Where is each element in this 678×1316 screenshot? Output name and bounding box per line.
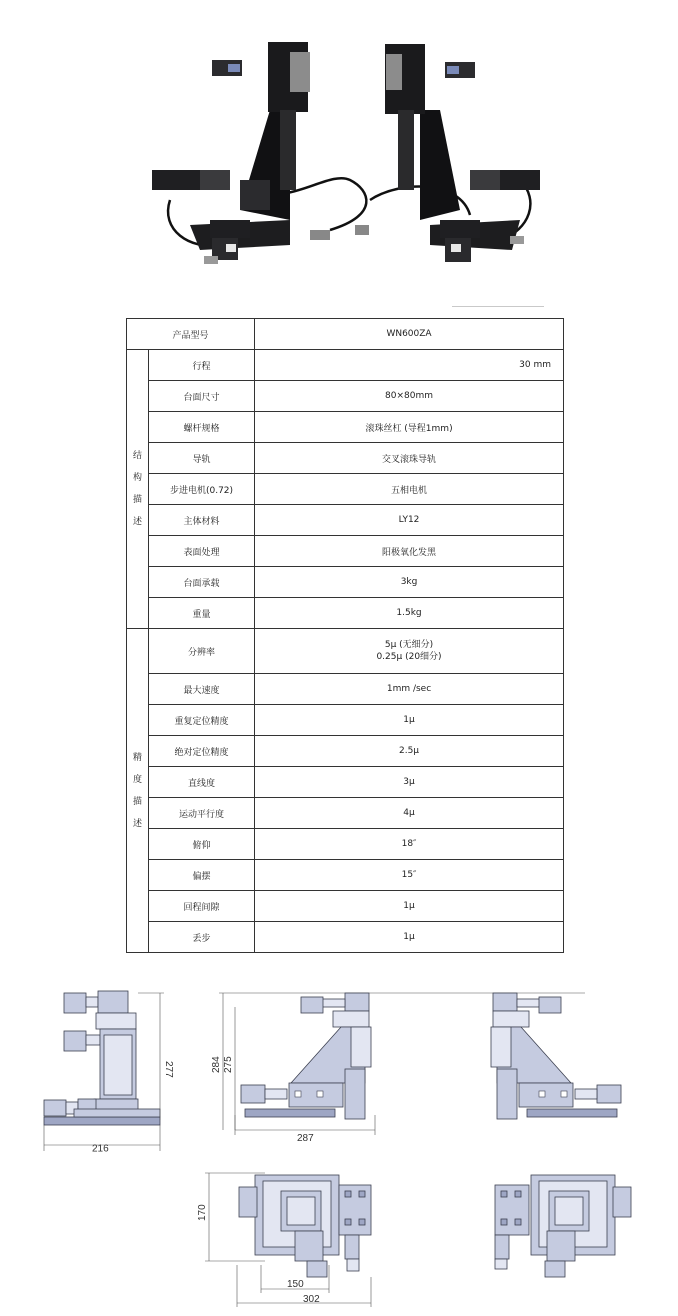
row-value: 滚珠丝杠 (导程1mm) xyxy=(255,412,564,443)
table-row xyxy=(127,705,564,736)
row-label: 导轨 xyxy=(149,443,255,474)
table-row xyxy=(127,381,564,412)
row-value: LY12 xyxy=(255,505,564,536)
row-label: 直线度 xyxy=(149,767,255,798)
table-row xyxy=(127,798,564,829)
row-value: 18″ xyxy=(255,829,564,860)
row-label: 主体材料 xyxy=(149,505,255,536)
table-row xyxy=(127,674,564,705)
group-title-structure: 结 构 描 述 xyxy=(127,350,149,629)
row-value: 30 mm xyxy=(255,350,564,381)
dim-top-depth: 170 xyxy=(197,1204,208,1221)
row-label: 螺杆规格 xyxy=(149,412,255,443)
dim-side-height: 277 xyxy=(163,1061,174,1078)
row-label: 绝对定位精度 xyxy=(149,736,255,767)
row-value: 1μ xyxy=(255,891,564,922)
row-label: 台面承载 xyxy=(149,567,255,598)
group-title-precision: 精 度 描 述 xyxy=(127,629,149,953)
table-row xyxy=(127,598,564,629)
row-value: 80×80mm xyxy=(255,381,564,412)
row-label: 行程 xyxy=(149,350,255,381)
table-row xyxy=(127,922,564,953)
front-view-drawing xyxy=(205,985,635,1145)
row-label: 步进电机(0.72) xyxy=(149,474,255,505)
row-value: 1mm /sec xyxy=(255,674,564,705)
row-label: 偏摆 xyxy=(149,860,255,891)
row-value: 15″ xyxy=(255,860,564,891)
dim-front-height-outer: 284 xyxy=(211,1056,222,1073)
row-value: 2.5μ xyxy=(255,736,564,767)
row-value: 1.5kg xyxy=(255,598,564,629)
side-view-drawing xyxy=(38,985,178,1155)
row-value: 阳极氧化发黑 xyxy=(255,536,564,567)
row-label: 运动平行度 xyxy=(149,798,255,829)
row-label: 重量 xyxy=(149,598,255,629)
dim-top-width-outer: 302 xyxy=(303,1294,320,1305)
table-row xyxy=(127,829,564,860)
row-value: 3kg xyxy=(255,567,564,598)
row-value: 5μ (无细分) 0.25μ (20细分) xyxy=(255,629,564,674)
table-row xyxy=(127,567,564,598)
row-label: 最大速度 xyxy=(149,674,255,705)
row-value: 交叉滚珠导轨 xyxy=(255,443,564,474)
row-value: 4μ xyxy=(255,798,564,829)
model-value: WN600ZA xyxy=(255,319,564,350)
table-row xyxy=(127,412,564,443)
top-view-drawing xyxy=(195,1165,635,1310)
model-label: 产品型号 xyxy=(127,319,255,350)
table-row xyxy=(127,319,564,350)
table-row xyxy=(127,350,564,381)
row-value: 1μ xyxy=(255,922,564,953)
row-label: 表面处理 xyxy=(149,536,255,567)
dim-front-height-inner: 275 xyxy=(223,1056,234,1073)
row-label: 回程间隙 xyxy=(149,891,255,922)
table-row xyxy=(127,629,564,674)
table-row xyxy=(127,443,564,474)
row-value: 3μ xyxy=(255,767,564,798)
table-row xyxy=(127,860,564,891)
row-label: 分辨率 xyxy=(149,629,255,674)
table-row xyxy=(127,505,564,536)
table-row xyxy=(127,536,564,567)
table-row xyxy=(127,891,564,922)
row-value: 1μ xyxy=(255,705,564,736)
product-photo xyxy=(140,30,550,280)
table-row xyxy=(127,736,564,767)
table-row xyxy=(127,767,564,798)
row-value: 五相电机 xyxy=(255,474,564,505)
row-label: 丢步 xyxy=(149,922,255,953)
dim-front-width: 287 xyxy=(297,1133,314,1144)
spec-table xyxy=(126,318,564,953)
table-row xyxy=(127,474,564,505)
row-label: 台面尺寸 xyxy=(149,381,255,412)
dim-top-width-inner: 150 xyxy=(287,1279,304,1290)
photo-underline xyxy=(452,306,544,307)
row-label: 重复定位精度 xyxy=(149,705,255,736)
row-label: 俯仰 xyxy=(149,829,255,860)
dim-side-width: 216 xyxy=(92,1143,109,1155)
